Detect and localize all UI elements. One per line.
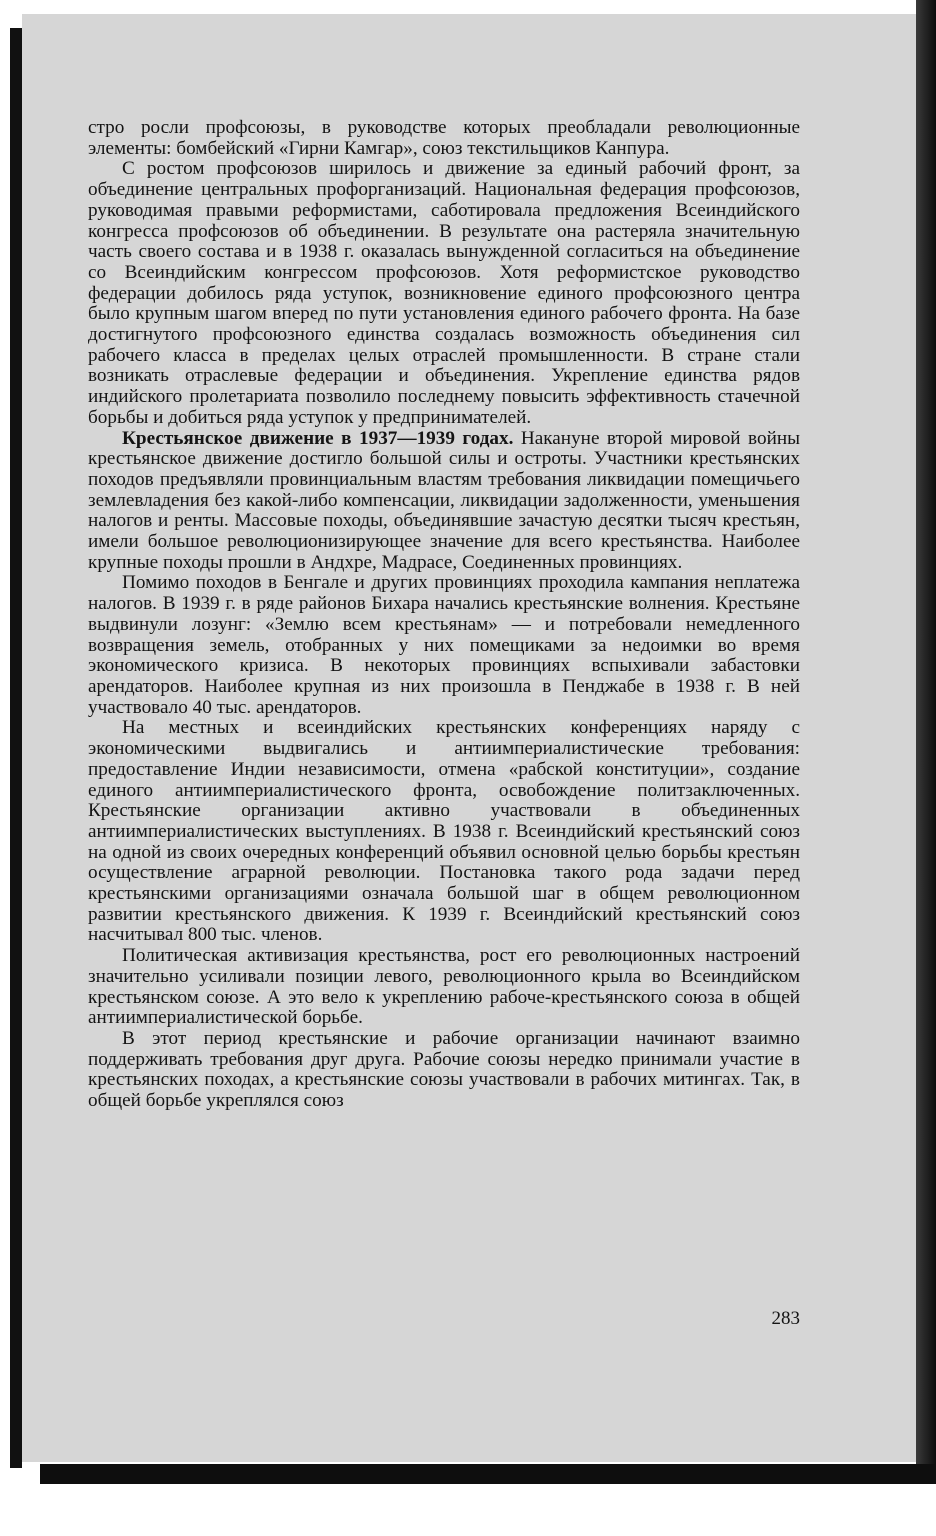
paragraph-trade-unions: С ростом профсоюзов ширилось и движение за единый рабочий фронт, за объединение центральных профорганизаций. Национальная федерация профсоюзов, руководимая правыми реформистами, саботировала предложения Всеиндийского конгресса профсоюзов об объединении. В результате она растеряла значительную часть своего состава и в 1938 г. оказалась вынужденной согласиться на объединение со Всеиндийским конгрессом профсоюзов. Хотя реформистское руководство федерации добилось ряда уступок, возникновение единого профсоюзного центра было крупным шагом вперед по пути установления единого рабочего фронта. На базе достигнутого профсоюзного единства создалась возможность объединения сил рабочего класса в пределах целых отраслей промышленности. В стране стали возникать отраслевые федерации и объединения. Укрепление единства рядов индийского пролетариата позволило последнему повысить эффективность стачечной борьбы и добиться ряда уступок у предпринимателей.	[88, 158, 800, 428]
section-heading: Крестьянское движение в 1937—1939 годах.	[122, 427, 514, 449]
section-lead-text: Накануне второй мировой войны крестьянское движение достигло большой силы и остроты. Участники крестьянских походов предъявляли провинциальным властям требования ликвидации помещичьего землевладения без какой-либо компенсации, ликвидации задолженности, уменьшения налогов и ренты. Массовые походы, объединявшие зачастую десятки тысяч крестьян, имели большое революционизирующее значение для всего крестьянства. Наиболее крупные походы прошли в Андхре, Мадрасе, Соединенных провинциях.	[88, 427, 800, 573]
page-number: 283	[771, 1308, 800, 1329]
paragraph-tax-campaign: Помимо походов в Бенгале и других провинциях проходила кампания неплатежа налогов. В 1939 г. в ряде районов Бихара начались крестьянские волнения. Крестьяне выдвинули лозунг: «Землю всем крестьянам» — и потребовали немедленного возвращения земель, отобранных у них помещиками за недоимки во время экономического кризиса. В некоторых провинциях вспыхивали забастовки арендаторов. Наиболее крупная из них произошла в Пенджабе в 1938 г. В ней участвовало 40 тыс. арендаторов.	[88, 572, 800, 718]
paragraph-mutual-support: В этот период крестьянские и рабочие организации начинают взаимно поддерживать требования друг друга. Рабочие союзы нередко принимали участие в крестьянских походах, а крестьянские союзы участвовали в рабочих митингах. Так, в общей борьбе укреплялся союз	[88, 1027, 800, 1112]
paragraph-continuation: стро росли профсоюзы, в руководстве которых преобладали революционные элементы: бомбейский «Гирни Камгар», союз текстильщиков Канпура.	[88, 117, 800, 159]
scan-left-edge	[10, 28, 22, 1468]
paragraph-conferences: На местных и всеиндийских крестьянских конференциях наряду с экономическими выдвигались и антиимпериалистические требования: предоставление Индии независимости, отмена «рабской конституции», создание единого антиимпериалистического фронта, освобождение политзаключенных. Крестьянские организации активно участвовали в объединенных антиимпериалистических выступлениях. В 1938 г. Всеиндийский крестьянский союз на одной из своих очередных конференций объявил основной целью борьбы крестьян осуществление аграрной революции. Постановка такого рода задачи перед крестьянскими организациями означала большой шаг в общем революционном развитии крестьянского движения. К 1939 г. Всеиндийский крестьянский союз насчитывал 800 тыс. членов.	[88, 717, 800, 946]
paragraph-peasant-movement	[88, 429, 800, 574]
scan-bottom-edge	[40, 1464, 936, 1484]
paragraph-political-activation: Политическая активизация крестьянства, рост его революционных настроений значительно усиливали позиции левого, революционного крыла во Всеиндийском крестьянском союзе. А это вело к укреплению рабоче-крестьянского союза в общей антиимпериалистической борьбе.	[88, 945, 800, 1029]
body-text	[88, 118, 800, 1112]
scan-right-edge	[916, 0, 936, 1480]
